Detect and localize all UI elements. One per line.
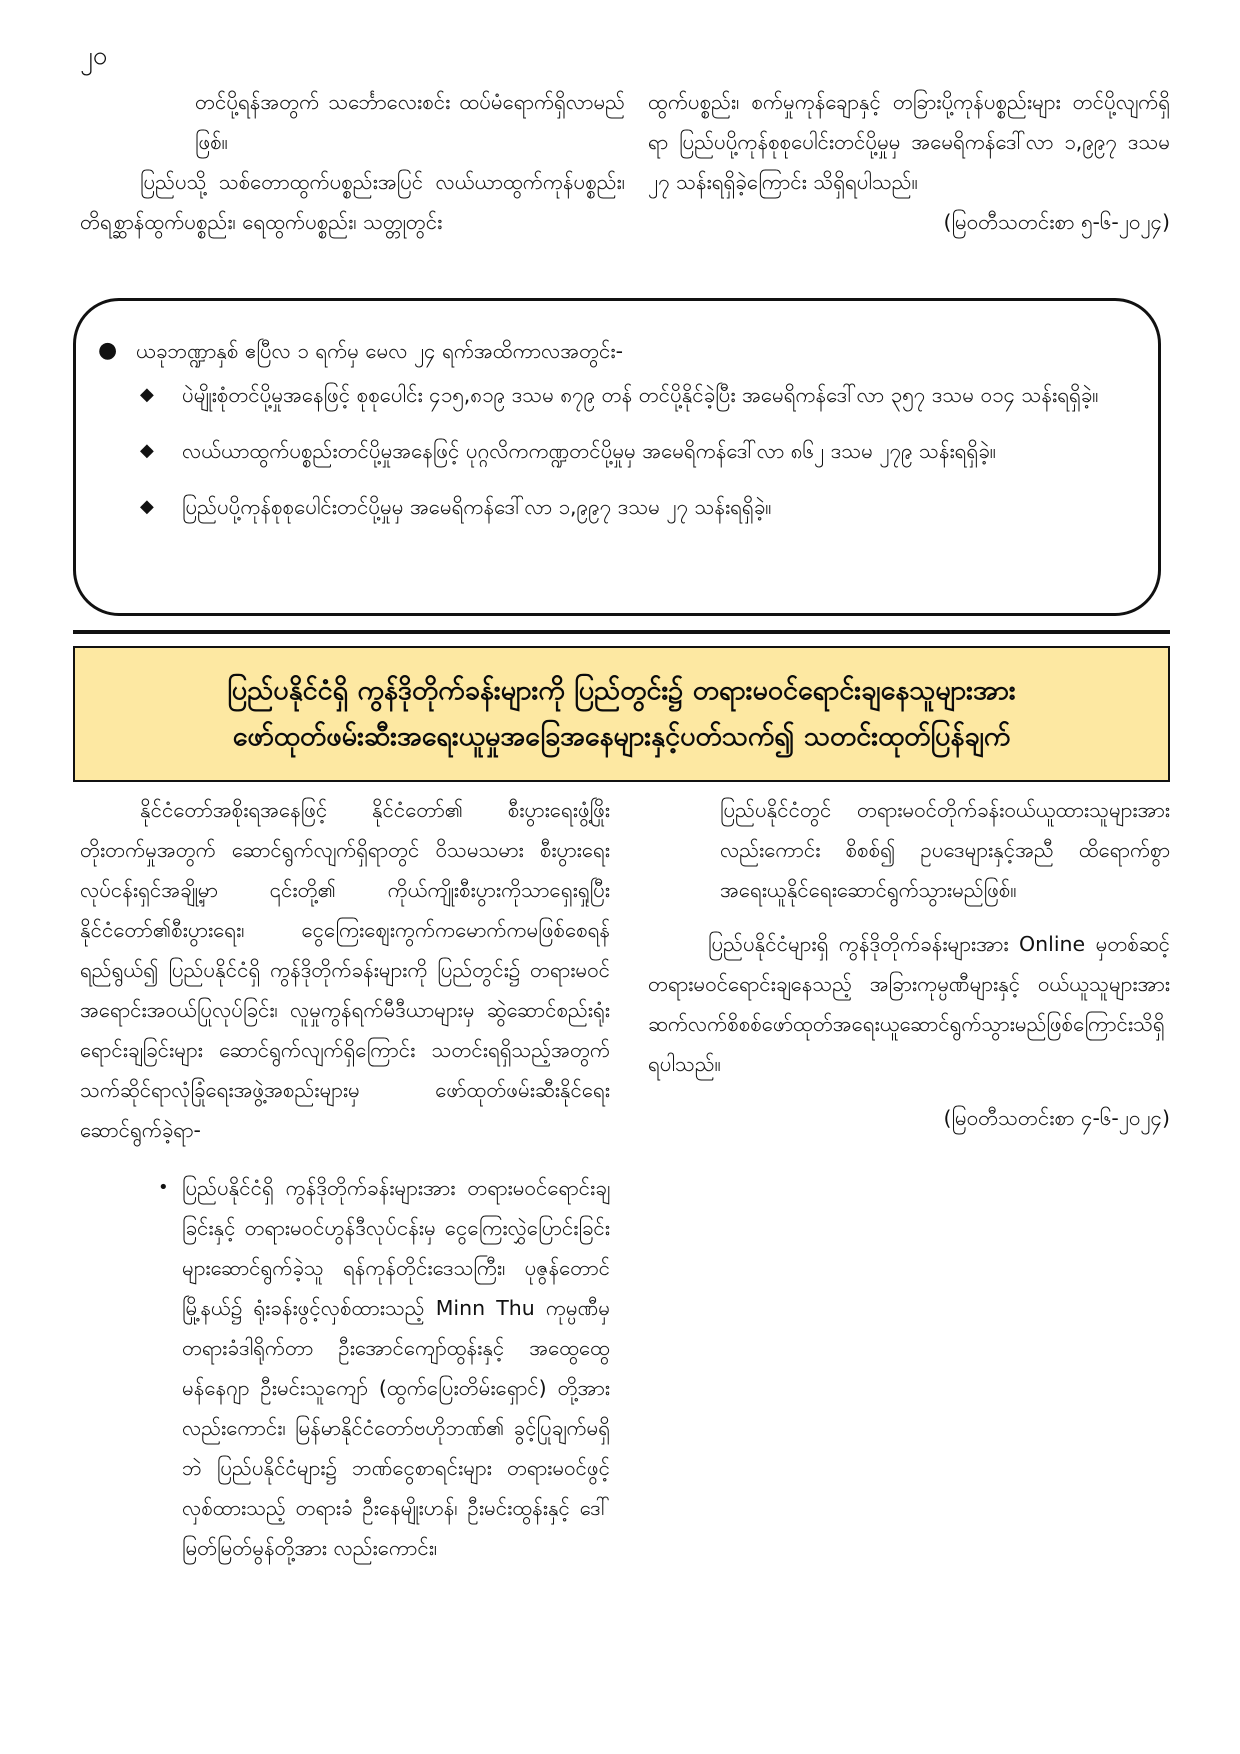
headline-line-1: ပြည်ပနိုင်ငံရှိ ကွန်ဒိုတိုက်ခန်းများကို ပြည်တွင်း၌ တရားမဝင်ရောင်းချနေသူများအား [227, 675, 1016, 706]
summary-bullet [98, 331, 1124, 371]
summary-item-text: လယ်ယာထွက်ပစ္စည်းတင်ပို့မှုအနေဖြင့် ပုဂ္ဂလိကကဏ္ဍတင်ပို့မှုမှ အမေရိကန်ဒေါ်လာ ၈၆၂ ဒသမ ၂၇၉ သန်းရရှိခဲ့။ [182, 439, 996, 463]
bottom-right-column [648, 790, 1170, 1138]
citation: (မြဝတီသတင်းစာ ၄-၆-၂၀၂၄) [943, 1106, 1170, 1130]
list-item [158, 1168, 610, 1568]
top-right-column [648, 82, 1170, 242]
bullet-icon: • [158, 1177, 169, 1198]
summary-item [140, 431, 1124, 471]
bullet-icon: ● [98, 338, 118, 363]
paragraph: ပြည်ပနိုင်ငံတွင် တရားမဝင်တိုက်ခန်းဝယ်ယူထားသူများအားလည်းကောင်း စိစစ်၍ ဥပဒေများနှင့်အညီ ထိရောက်စွာ အရေးယူနိုင်ရေးဆောင်ရွက်သွားမည်ဖြစ်။ [720, 798, 1170, 902]
citation: (မြဝတီသတင်းစာ ၅-၆-၂၀၂၄) [943, 210, 1170, 234]
paragraph: ထွက်ပစ္စည်း၊ စက်မှုကုန်ချောနှင့် တခြားပို့ကုန်ပစ္စည်းများ တင်ပို့လျက်ရှိရာ ပြည်ပပို့ကုန်စုစုပေါင်းတင်ပို့မှုမှ အမေရိကန်ဒေါ်လာ ၁,၉၉၇ ဒသမ ၂၇ သန်းရရှိခဲ့ကြောင်း သိရှိရပါသည်။ [648, 90, 1170, 194]
summary-item-text: ပြည်ပပို့ကုန်စုစုပေါင်းတင်ပို့မှုမှ အမေရိကန်ဒေါ်လာ ၁,၉၉၇ ဒသမ ၂၇ သန်းရရှိခဲ့။ [182, 495, 772, 519]
page-number: ၂၀ [80, 41, 108, 71]
summary-bullet-text: ယခုဘဏ္ဍာနှစ် ဧပြီလ ၁ ရက်မှ မေလ ၂၄ ရက်အထိကာလအတွင်း- [136, 339, 624, 363]
top-left-column [80, 82, 625, 242]
diamond-bullet-icon: ◆ [140, 384, 154, 405]
diamond-bullet-icon: ◆ [140, 496, 154, 517]
list-item-text: ပြည်ပနိုင်ငံရှိ ကွန်ဒိုတိုက်ခန်းများအား တရားမဝင်ရောင်းချခြင်းနှင့် တရားမဝင်ဟွန်ဒီလုပ်ငန်းမှ ငွေကြေးလွှဲပြောင်းခြင်းများဆောင်ရွက်ခဲ့သူ ရန်ကုန်တိုင်းဒေသကြီး၊ ပုဇွန်တောင်မြို့နယ်၌ ရုံးခန်းဖွင့်လှစ်ထားသည့် Minn Thu ကုမ္ပဏီမှ တရားခံဒါရိုက်တာ ဦးအောင်ကျော်ထွန်းနှင့် အထွေထွေမန်နေဂျာ ဦးမင်းသူကျော် (ထွက်ပြေးတိမ်းရှောင်) တို့အားလည်းကောင်း၊ မြန်မာနိုင်ငံတော်ဗဟိုဘဏ်၏ ခွင့်ပြုချက်မရှိဘဲ ပြည်ပနိုင်ငံများ၌ ဘဏ်ငွေစာရင်းများ တရားမဝင်ဖွင့်လှစ်ထားသည့် တရားခံ ဦးနေမျိုးဟန်၊ ဦးမင်းထွန်းနှင့် ဒေါ်မြတ်မြတ်မွန်တို့အား လည်းကောင်း၊ [182, 1176, 610, 1560]
paragraph-continuation: တင်ပို့ရန်အတွက် သင်္ဘောလေးစင်း ထပ်မံရောက်ရှိလာမည်ဖြစ်။ [195, 90, 625, 154]
paragraph: ပြည်ပသို့ သစ်တောထွက်ပစ္စည်းအပြင် လယ်ယာထွက်ကုန်ပစ္စည်း၊ တိရစ္ဆာန်ထွက်ပစ္စည်း၊ ရေထွက်ပစ္စည်း၊ သတ္တုတွင်း [80, 170, 625, 234]
summary-box [73, 298, 1161, 616]
summary-item [140, 375, 1124, 415]
paragraph: နိုင်ငံတော်အစိုးရအနေဖြင့် နိုင်ငံတော်၏ စီးပွားရေးဖွံ့ဖြိုးတိုးတက်မှုအတွက် ဆောင်ရွက်လျက်ရှိရာတွင် ဝိသမသမား စီးပွားရေးလုပ်ငန်းရှင်အချို့မှာ ၎င်းတို့၏ ကိုယ်ကျိုးစီးပွားကိုသာရှေးရှုပြီး နိုင်ငံတော်၏စီးပွားရေး၊ ငွေကြေးဈေးကွက်ကမောက်ကမဖြစ်စေရန်ရည်ရွယ်၍ ပြည်ပနိုင်ငံရှိ ကွန်ဒိုတိုက်ခန်းများကို ပြည်တွင်း၌ တရားမဝင်အရောင်းအဝယ်ပြုလုပ်ခြင်း၊ လူမှုကွန်ရက်မီဒီယာများမှ ဆွဲဆောင်စည်းရုံးရောင်းချခြင်းများ ဆောင်ရွက်လျက်ရှိကြောင်း သတင်းရရှိသည့်အတွက် သက်ဆိုင်ရာလုံခြုံရေးအဖွဲ့အစည်းများမှ ဖော်ထုတ်ဖမ်းဆီးနိုင်ရေးဆောင်ရွက်ခဲ့ရာ- [80, 798, 610, 1142]
headline-line-2: ဖော်ထုတ်ဖမ်းဆီးအရေးယူမှုအခြေအနေများနှင့်ပတ်သက်၍ သတင်းထုတ်ပြန်ချက် [232, 721, 1011, 752]
diamond-bullet-icon: ◆ [140, 440, 154, 461]
section-divider [73, 630, 1170, 634]
summary-item [140, 487, 1124, 527]
summary-item-text: ပဲမျိုးစုံတင်ပို့မှုအနေဖြင့် စုစုပေါင်း ၄၁၅,၈၁၉ ဒသမ ၈၇၉ တန် တင်ပို့နိုင်ခဲ့ပြီး အမေရိကန်ဒေါ်လာ ၃၅၇ ဒသမ ၀၁၄ သန်းရရှိခဲ့။ [182, 383, 1099, 407]
bottom-left-column [80, 790, 610, 1568]
paragraph: ပြည်ပနိုင်ငံများရှိ ကွန်ဒိုတိုက်ခန်းများအား Online မှတစ်ဆင့် တရားမဝင်ရောင်းချနေသည့် အခြားကုမ္ပဏီများနှင့် ဝယ်ယူသူများအား ဆက်လက်စိစစ်ဖော်ထုတ်အရေးယူဆောင်ရွက်သွားမည်ဖြစ်ကြောင်းသိရှိရပါသည်။ [648, 932, 1170, 1076]
headline-banner [73, 646, 1170, 782]
